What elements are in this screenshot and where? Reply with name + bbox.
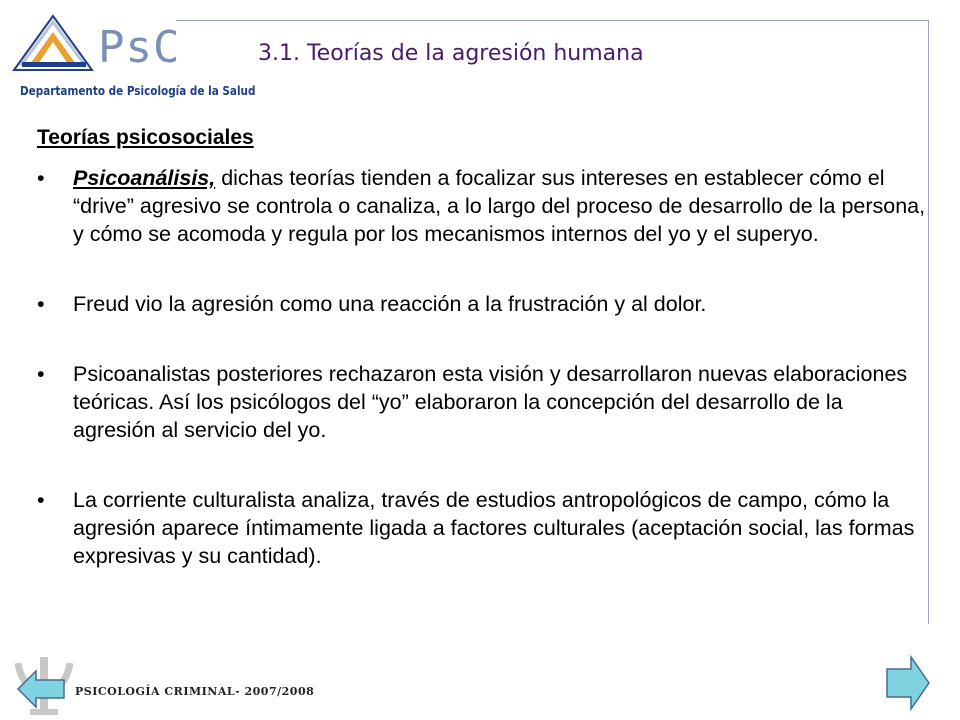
list-item	[37, 290, 929, 318]
slide-title: 3.1. Teorías de la agresión humana	[258, 41, 644, 66]
list-item	[37, 360, 929, 444]
frame-top-line	[176, 20, 928, 21]
back-arrow-icon[interactable]	[16, 669, 66, 709]
bullet-text: Psicoanalistas posteriores rechazaron esta visión y desarrollaron nuevas elaboraciones teóricas. Así los psicólogos del “yo” elaboraron la concepción del desarrollo de la agresión al servicio del yo.	[73, 362, 908, 442]
bullet-list	[37, 164, 929, 570]
triangle-house-logo-icon	[8, 14, 98, 74]
list-item	[37, 486, 929, 570]
forward-arrow-icon[interactable]	[885, 655, 931, 711]
bullet-marker: •	[37, 488, 45, 512]
course-footer: PSICOLOGÍA CRIMINAL- 2007/2008	[75, 685, 315, 698]
list-item	[37, 164, 929, 248]
section-heading: Teorías psicosociales	[37, 126, 254, 149]
bullet-marker: •	[37, 166, 45, 190]
bullet-text: Freud vio la agresión como una reacción a la frustración y al dolor.	[73, 292, 707, 316]
logo-wordmark: PsC	[98, 22, 181, 73]
bullet-text: dichas teorías tienden a focalizar sus intereses en establecer cómo el “drive” agresivo se controla o canaliza, a lo largo del proceso de desarrollo de la persona, y cómo se acomoda y regula por los mecanismos internos del yo y el superyo.	[73, 166, 926, 246]
bullet-marker: •	[37, 292, 45, 316]
department-name: Departamento de Psicología de la Salud	[20, 84, 256, 98]
bullet-marker: •	[37, 362, 45, 386]
department-logo	[8, 14, 256, 98]
bullet-text: La corriente culturalista analiza, través de estudios antropológicos de campo, cómo la agresión aparece íntimamente ligada a factores culturales (aceptación social, las formas expresivas y su cantidad).	[73, 488, 915, 568]
bullet-lead-term: Psicoanálisis,	[73, 166, 216, 190]
